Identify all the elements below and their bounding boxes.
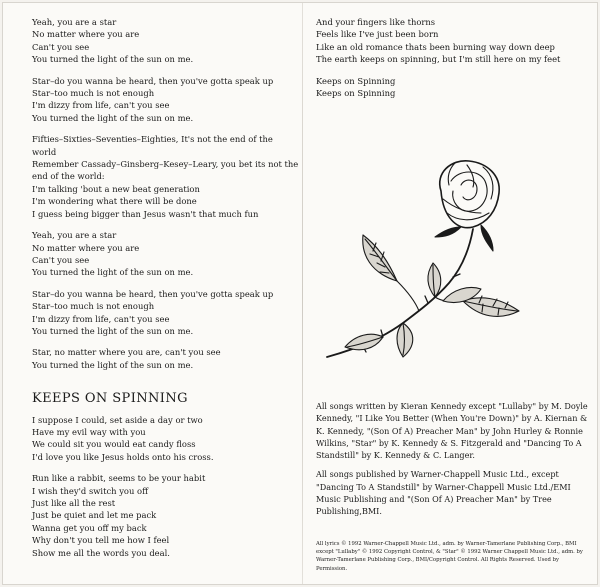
lyric-line: The earth keeps on spinning, but I'm still here on my feet (316, 54, 561, 65)
lyric-line: And your fingers like thorns (316, 17, 436, 27)
lyric-line: Star–do you wanna be heard, then you've gotta speak up (32, 75, 274, 86)
lyric-line: Just like all the rest (32, 498, 116, 508)
lyric-line: I'd love you like Jesus holds onto his cross. (32, 451, 214, 462)
lyric-line: Just be quiet and let me pack (32, 510, 157, 521)
lyric-line: I guess being bigger than Jesus wasn't that much fun (32, 208, 259, 219)
songwriting-credits (316, 400, 588, 525)
stanza (32, 133, 299, 220)
lyric-line: Wanna get you off my back (32, 522, 147, 533)
lyric-line: I'm talking 'bout a new beat generation (32, 183, 200, 194)
lyric-line: I suppose I could, set aside a day or two (32, 414, 203, 425)
stanza (32, 414, 294, 464)
lyric-line: Like an old romance thats been burning way down deep (316, 41, 555, 52)
lyric-line: You turned the light of the sun on me. (32, 54, 194, 65)
lyric-line: I wish they'd switch you off (32, 485, 149, 496)
lyric-line: Star, no matter where you are, can't you see (32, 347, 221, 358)
star-lyrics (32, 16, 299, 371)
left-column (32, 16, 299, 568)
lyric-line: Remember Cassady–Ginsberg–Kesey–Leary, you bet its not the (32, 159, 299, 170)
right-column (316, 16, 588, 108)
lyric-line: No matter where you are (32, 242, 140, 253)
lyric-sheet (2, 2, 598, 585)
lyric-line: Yeah, you are a star (32, 230, 117, 241)
lyric-line: I'm dizzy from life, can't you see (32, 100, 170, 111)
lyric-line: You turned the light of the sun on me. (32, 325, 194, 336)
lyric-line: Fifties–Sixties–Seventies–Eighties, It's not the end of the (32, 134, 273, 145)
lyric-line: Run like a rabbit, seems to be your habit (32, 473, 206, 484)
lyric-line: Can't you see (32, 41, 90, 52)
copyright-notice: All lyrics © 1992 Warner-Chappell Music Ltd., adm. by Warner-Tamerlane Publishing Corp., BMI except "Lullaby" © 1992 Copyright Control, & "Star" © 1992 Warner Chappell Music Ltd., adm. by Warner-Tamerlane Publishing Corp., BMI/Copyright Control. All Rights Reserved. Used by Permission. (316, 541, 583, 572)
lyric-line: Show me all the words you deal. (32, 547, 170, 558)
keeps-on-spinning-lyrics-continued (316, 16, 588, 99)
stanza (32, 229, 294, 279)
stanza (316, 75, 588, 100)
lyric-line: Why don't you tell me how I feel (32, 535, 170, 546)
lyric-line: Star–too much is not enough (32, 88, 155, 99)
song-title: KEEPS ON SPINNING (32, 391, 188, 407)
lyric-line: Can't you see (32, 254, 90, 265)
lyric-line: No matter where you are (32, 29, 140, 40)
rose-icon (323, 151, 533, 366)
lyric-line: Keeps on Spinning (316, 88, 396, 99)
stanza (32, 75, 294, 125)
lyric-line: You turned the light of the sun on me. (32, 112, 194, 123)
lyric-line: world (32, 146, 57, 157)
lyric-line: We could sit you would eat candy floss (32, 439, 196, 450)
lyric-line: Feels like I've just been born (316, 29, 439, 40)
lyric-line: You turned the light of the sun on me. (32, 267, 194, 278)
booklet-fold (302, 3, 303, 584)
lyric-line: You turned the light of the sun on me. (32, 359, 194, 370)
lyric-line: Keeps on Spinning (316, 75, 396, 86)
stanza (32, 16, 294, 66)
stanza (32, 472, 294, 559)
credit-publishers: All songs published by Warner-Chappell Music Ltd., except "Dancing To A Standstill" by Warner-Chappell Music Ltd./EMI Music Publishing and "(Son Of A) Preacher Man" by Tree Publishing,BMI. (316, 469, 571, 517)
keeps-on-spinning-lyrics (32, 414, 294, 559)
stanza (32, 288, 294, 338)
lyric-line: Have my evil way with you (32, 426, 146, 437)
stanza (316, 16, 588, 66)
lyric-line: Star–do you wanna be heard, then you've gotta speak up (32, 288, 274, 299)
lyric-line: Star–too much is not enough (32, 301, 155, 312)
lyric-line: end of the world: (32, 171, 105, 182)
lyric-line: Yeah, you are a star (32, 17, 117, 27)
lyric-line: I'm dizzy from life, can't you see (32, 313, 170, 324)
credit-writers: All songs written by Kieran Kennedy except "Lullaby" by M. Doyle Kennedy, "I Like You Better (When You're Down)" by A. Kiernan & K. Kennedy, "(Son Of A) Preacher Man" by John Hurley & Ronnie Wilkins, "Star" by K. Kennedy & S. Fitzgerald and "Dancing To A Standstill" by K. Kennedy & C. Langer. (316, 401, 588, 461)
stanza (32, 346, 294, 371)
lyric-line: I'm wondering what there will be done (32, 196, 197, 207)
